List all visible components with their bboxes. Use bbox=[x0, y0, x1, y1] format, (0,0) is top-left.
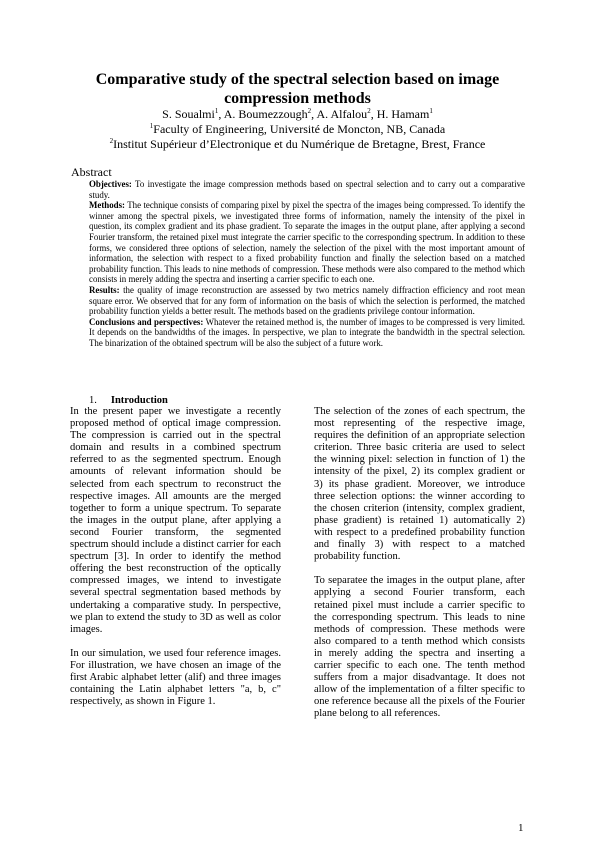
section-title: Introduction bbox=[110, 395, 168, 406]
author-name: H. Hamam bbox=[376, 107, 430, 121]
author-affiliation-mark: 1 bbox=[429, 107, 433, 115]
affiliation-number: 2 bbox=[109, 137, 114, 145]
author-separator: , bbox=[218, 107, 224, 121]
author-affiliation-mark: 2 bbox=[307, 107, 312, 115]
body-paragraph: To separatee the images in the output plane, after applying a second Fourier transform, each retained pixel must include a carrier specific to the corresponding spectrum. This leads to nine methods of compression. These methods were also compared to a tenth method which consists in merely adding the spectra and inserting a carrier specific to each one. The tenth method suffers from a major disadvantage. It does not allow of the implementation of a filter specific to one reference because all the pixels of the Fourier plane belong to all references. bbox=[314, 575, 525, 720]
affiliation-number: 1 bbox=[149, 122, 154, 130]
abstract-objectives bbox=[89, 179, 525, 200]
conclusions-label: Conclusions and perspectives: bbox=[89, 316, 204, 327]
page-number: 1 bbox=[518, 822, 524, 834]
author-name: A. Boumezzough bbox=[223, 107, 308, 121]
objectives-label: Objectives: bbox=[89, 179, 132, 189]
body-column-right bbox=[314, 406, 525, 720]
author-affiliation-mark: 1 bbox=[214, 107, 219, 115]
author-affiliation-mark: 2 bbox=[367, 107, 371, 115]
conclusions-text: Whatever the retained method is, the number of images to be compressed is very limited. It depends on the bandwidths of the images. In perspective, we plan to integrate the bandwidth in the spectral selection. The binarization of the obtained spectrum will be also the subject of a future work. bbox=[89, 316, 526, 348]
body-paragraph: In our simulation, we used four reference images. For illustration, we have chosen an image of the first Arabic alphabet letter (alif) and three images containing the Latin alphabet letters "a, b, c" respectively, as shown in Figure 1. bbox=[70, 647, 281, 708]
abstract-body bbox=[89, 179, 525, 349]
results-label: Results: bbox=[89, 284, 120, 295]
body-paragraph: The selection of the zones of each spectrum, the most representing of the respective image, requires the definition of an appropriate selection criterion. Three basic criteria are used to select the winning pixel: selection in function of 1) the intensity of the pixel, 2) its complex gradient or 3) its phase gradient. Moreover, we introduce three selection options: the winner according to the chosen criterion (intensity, complex gradient, phase gradient) is retained 1) automatically 2) with respect to a predefined probability function and finally 3) with respect to a matched probability function. bbox=[314, 406, 525, 563]
affiliation-text: Institut Supérieur d’Electronique et du Numérique de Bretagne, Brest, France bbox=[113, 137, 486, 151]
methods-text: The technique consists of comparing pixel by pixel the spectra of the images being compressed. To identify the winner among the spectral pixels, we investigated three forms of information, namely the intensity of the pixel in question, its complex gradient and its phase gradient. To separate the images in the output plane, after applying a second Fourier transform, the retained pixel must integrate the carrier specific to the corresponding spectrum. In addition to these forms, we considered three options of selection, namely the selection of the pixel with the most important amount of information, the selection with respect to a fixed probability function and finally the selection based on a matched probability function. This leads to nine methods of compression. These methods were also compared to the method which consists in merely adding the spectra and inserting a carrier specific to each one. bbox=[89, 200, 525, 285]
author-list bbox=[60, 107, 535, 122]
author-separator: , bbox=[311, 107, 317, 121]
body-column-left bbox=[70, 406, 281, 708]
affiliation-1 bbox=[40, 122, 555, 137]
results-text: the quality of image reconstruction are assessed by two metrics namely diffraction efficiency and root mean square error. We observed that for any form of information on the basis of which the selection is performed, the matched probability function yields a better result. The methods based on the gradients privilege contour information. bbox=[89, 284, 526, 317]
body-paragraph: In the present paper we investigate a recently proposed method of optical image compression. The compression is carried out in the spectral domain and results in a combined spectrum referred to as the segmented spectrum. Enough amounts of relevant information should be selected from each spectrum to reconstruct the respective images. All amounts are the merged together to form a unique spectrum. To separate the images in the output plane, after applying a second Fourier transform, the segmented spectrum should include a distinct carrier for each spectrum [3]. In order to identify the method offering the best reconstruction of the optically compressed images, we intend to investigate several spectral segmentation based methods by undertaking a comparative study. In perspective, we plan to extend the study to 3D as well as color images. bbox=[70, 406, 281, 635]
affiliation-text: Faculty of Engineering, Université de Moncton, NB, Canada bbox=[153, 122, 446, 136]
affiliation-2 bbox=[40, 137, 555, 152]
objectives-text: To investigate the image compression methods based on spectral selection and to carry out a comparative study. bbox=[89, 179, 525, 200]
paper-title: Comparative study of the spectral selection based on image compression methods bbox=[95, 71, 500, 107]
abstract-heading: Abstract bbox=[71, 165, 112, 179]
abstract-conclusions bbox=[89, 317, 525, 349]
author-name: A. Alfalou bbox=[316, 107, 368, 121]
section-number: 1. bbox=[89, 395, 97, 406]
abstract-results bbox=[89, 285, 525, 317]
methods-label: Methods: bbox=[89, 200, 125, 211]
author-separator: , bbox=[370, 107, 377, 121]
abstract-methods bbox=[89, 200, 525, 285]
author-name: S. Soualmi bbox=[162, 107, 215, 121]
